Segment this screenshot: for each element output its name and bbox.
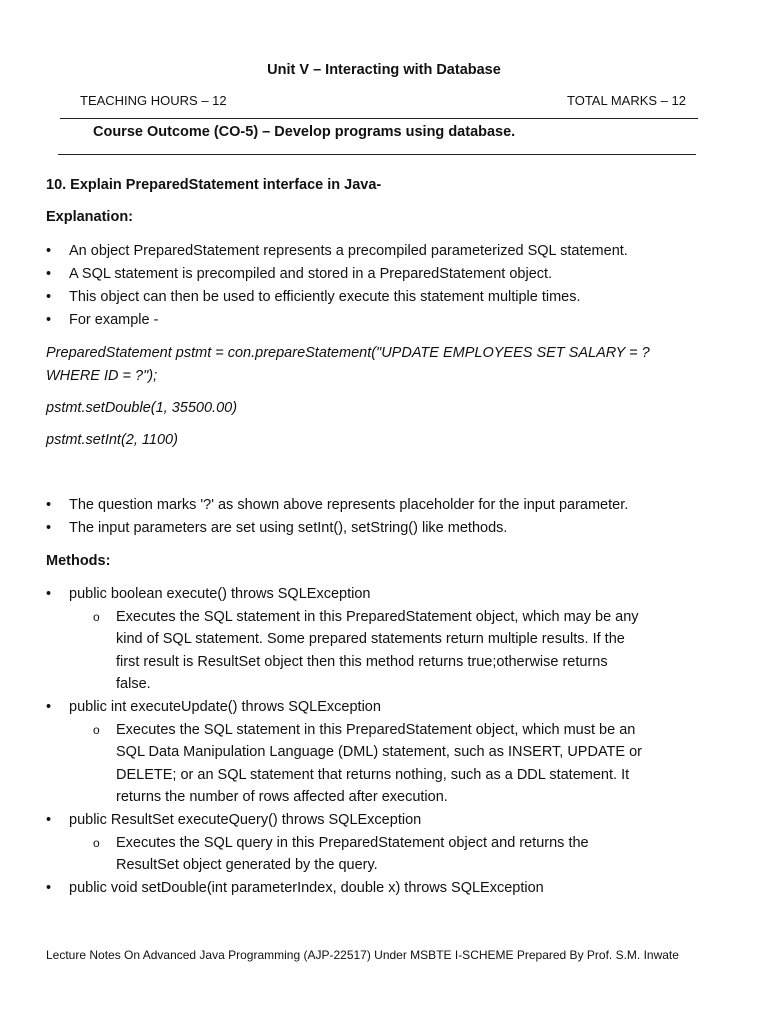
bullet-icon: • xyxy=(46,243,52,259)
bullet-icon: • xyxy=(46,312,52,328)
methods-heading: Methods: xyxy=(46,553,111,569)
teaching-hours: TEACHING HOURS – 12 xyxy=(80,93,227,108)
bullet-icon: • xyxy=(46,699,52,715)
code-line: PreparedStatement pstmt = con.prepareStatement("UPDATE EMPLOYEES SET SALARY = ? xyxy=(46,345,650,361)
list-item: • This object can then be used to efficiently execute this statement multiple times. xyxy=(46,289,581,305)
code-line: WHERE ID = ?"); xyxy=(46,368,158,384)
page-title: Unit V – Interacting with Database xyxy=(267,62,501,78)
method-signature: • public boolean execute() throws SQLException xyxy=(46,586,371,602)
method-signature: • public ResultSet executeQuery() throws SQLException xyxy=(46,812,422,828)
list-item: • The input parameters are set using setInt(), setString() like methods. xyxy=(46,520,508,536)
method-description: o Executes the SQL statement in this PreparedStatement object, which must be an xyxy=(93,722,636,738)
bullet-icon: • xyxy=(46,520,52,536)
bullet-icon: • xyxy=(46,289,52,305)
code-line: pstmt.setDouble(1, 35500.00) xyxy=(46,400,238,416)
header-divider-top xyxy=(60,118,698,119)
method-description-line: ResultSet object generated by the query. xyxy=(116,857,378,873)
bullet-icon: • xyxy=(46,266,52,282)
method-description-line: kind of SQL statement. Some prepared statements return multiple results. If the xyxy=(116,631,625,647)
list-item: • For example - xyxy=(46,312,159,328)
method-description: o Executes the SQL statement in this PreparedStatement object, which may be any xyxy=(93,609,639,625)
method-signature: • public void setDouble(int parameterIndex, double x) throws SQLException xyxy=(46,880,544,896)
question-title: 10. Explain PreparedStatement interface in Java- xyxy=(46,177,382,193)
method-description: o Executes the SQL query in this PreparedStatement object and returns the xyxy=(93,835,589,851)
method-description-line: first result is ResultSet object then this method returns true;otherwise returns xyxy=(116,654,608,670)
method-description-line: false. xyxy=(116,676,151,692)
list-item: • An object PreparedStatement represents a precompiled parameterized SQL statement. xyxy=(46,243,628,259)
bullet-icon: • xyxy=(46,497,52,513)
bullet-icon: • xyxy=(46,880,52,896)
list-item: • The question marks '?' as shown above represents placeholder for the input parameter. xyxy=(46,497,629,513)
header-divider-bottom xyxy=(58,154,696,155)
circle-bullet-icon: o xyxy=(93,610,100,624)
method-description-line: SQL Data Manipulation Language (DML) statement, such as INSERT, UPDATE or xyxy=(116,744,643,760)
circle-bullet-icon: o xyxy=(93,723,100,737)
bullet-icon: • xyxy=(46,586,52,602)
bullet-icon: • xyxy=(46,812,52,828)
explanation-heading: Explanation: xyxy=(46,209,134,225)
code-line: pstmt.setInt(2, 1100) xyxy=(46,432,178,448)
course-outcome: Course Outcome (CO-5) – Develop programs using database. xyxy=(93,124,516,140)
circle-bullet-icon: o xyxy=(93,836,100,850)
page-footer: Lecture Notes On Advanced Java Programming (AJP-22517) Under MSBTE I-SCHEME Prepared By Prof. S.M. Inwate xyxy=(46,948,679,962)
method-signature: • public int executeUpdate() throws SQLException xyxy=(46,699,381,715)
method-description-line: returns the number of rows affected after execution. xyxy=(116,789,448,805)
total-marks: TOTAL MARKS – 12 xyxy=(567,93,686,108)
method-description-line: DELETE; or an SQL statement that returns nothing, such as a DDL statement. It xyxy=(116,767,630,783)
list-item: • A SQL statement is precompiled and stored in a PreparedStatement object. xyxy=(46,266,553,282)
